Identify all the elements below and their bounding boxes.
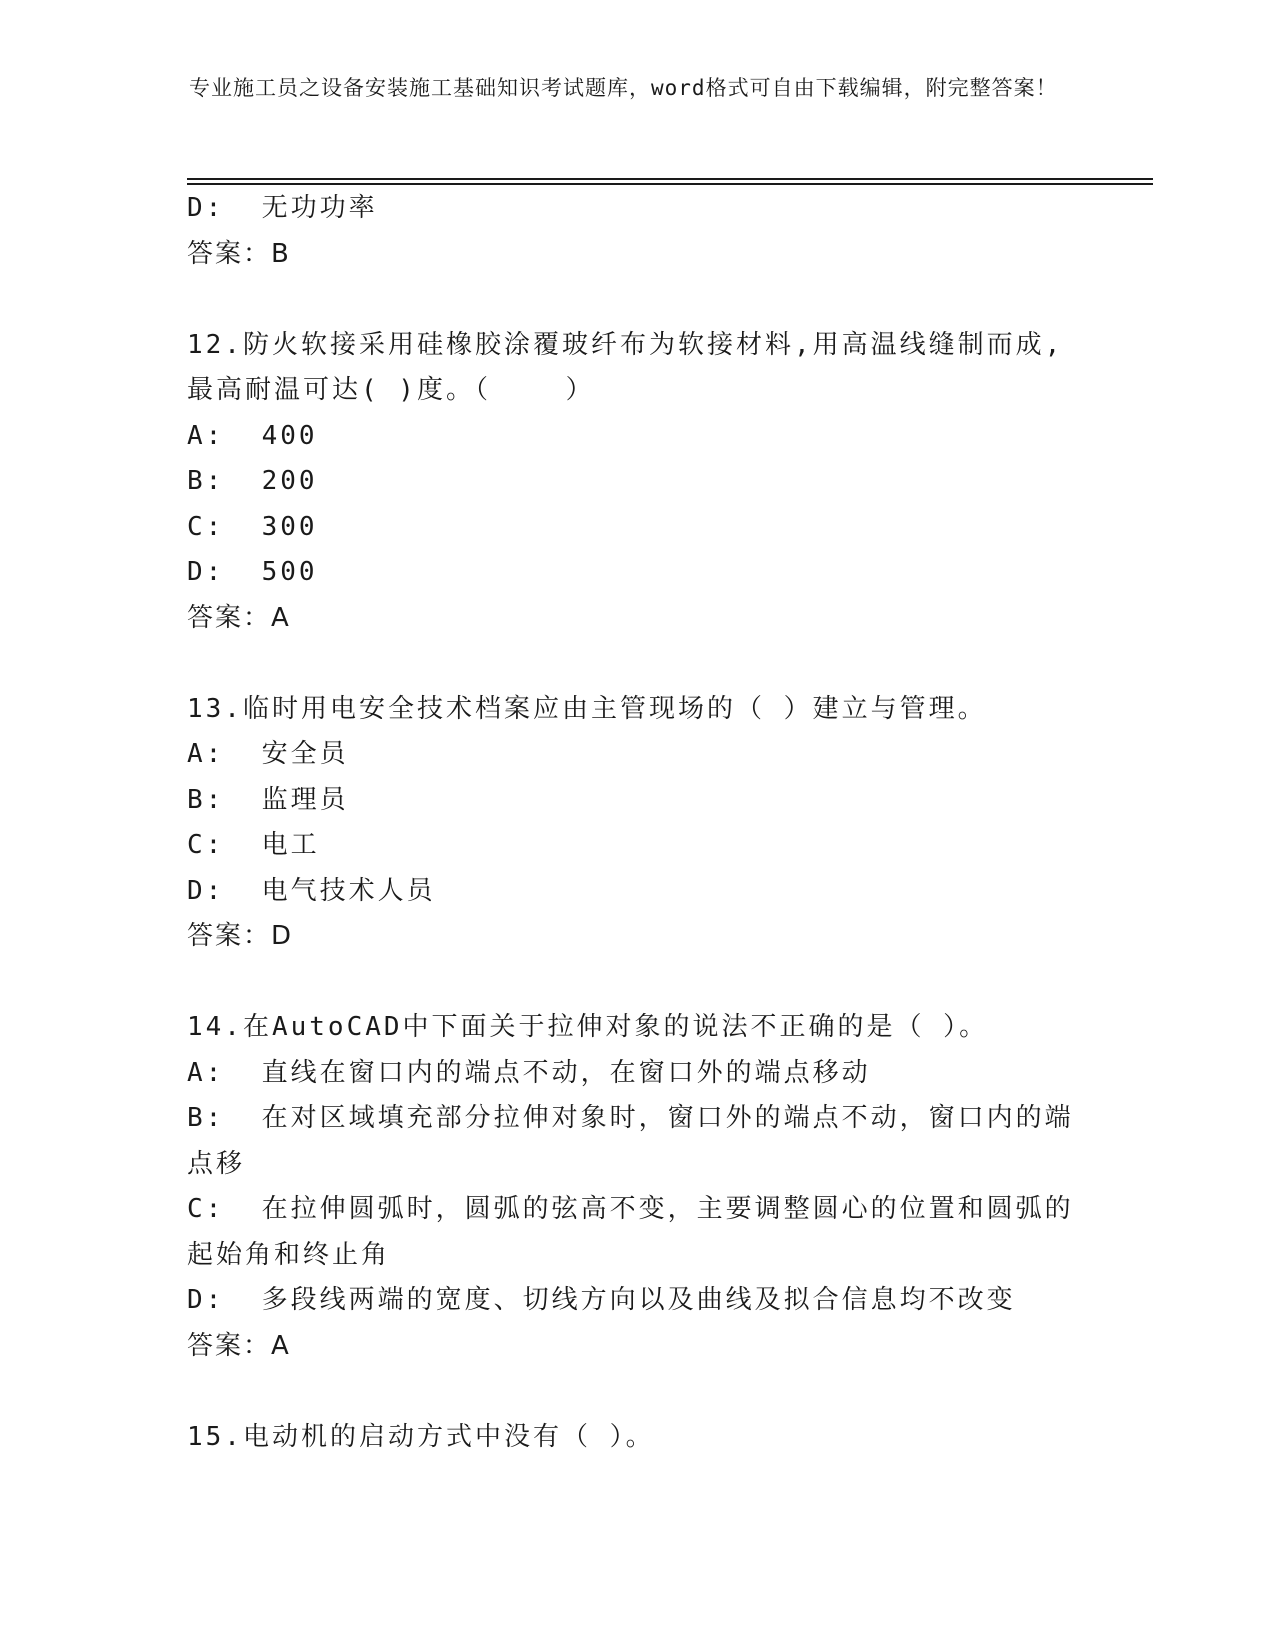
question-14-option-b: B: 在对区域填充部分拉伸对象时，窗口外的端点不动，窗口内的端点移 <box>187 1103 1074 1179</box>
question-12-option-a: A: 400 <box>187 420 318 451</box>
question-13-stem: 13.临时用电安全技术档案应由主管现场的（ ）建立与管理。 <box>187 693 987 724</box>
spacer <box>187 277 1087 323</box>
question-15-stem: 15.电动机的启动方式中没有（ ）。 <box>187 1421 655 1452</box>
question-14-option-d: D: 多段线两端的宽度、切线方向以及曲线及拟合信息均不改变 <box>187 1285 1016 1315</box>
spacer <box>187 1369 1087 1415</box>
question-13-option-a: A: 安全员 <box>187 739 349 769</box>
question-12-option-d: D: 500 <box>187 557 318 587</box>
question-13-option-b: B: 监理员 <box>187 784 349 815</box>
document-header: 专业施工员之设备安装施工基础知识考试题库，word格式可自由下载编辑，附完整答案！ <box>189 76 1058 100</box>
question-12-option-c: C: 300 <box>187 511 318 542</box>
question-14-stem: 14.在AutoCAD中下面关于拉伸对象的说法不正确的是（ ）。 <box>187 1012 989 1042</box>
question-13-option-c: C: 电工 <box>187 830 320 860</box>
question-13-answer: 答案：D <box>187 921 294 951</box>
question-14-option-c: C: 在拉伸圆弧时，圆弧的弦高不变，主要调整圆心的位置和圆弧的起始角和终止角 <box>187 1194 1074 1270</box>
question-12-stem: 12.防火软接采用硅橡胶涂覆玻纤布为软接材料,用高温线缝制而成,最高耐温可达( )度。（ ） <box>187 329 1064 405</box>
question-14-option-a: A: 直线在窗口内的端点不动，在窗口外的端点移动 <box>187 1057 871 1088</box>
option-d: D: 无功功率 <box>187 193 378 223</box>
question-12-answer: 答案：A <box>187 602 291 633</box>
question-12-option-b: B: 200 <box>187 466 318 496</box>
spacer <box>187 641 1087 687</box>
header-rule-bottom <box>187 183 1153 185</box>
header-rule-top <box>187 178 1153 180</box>
spacer <box>187 960 1087 1006</box>
question-13-option-d: D: 电气技术人员 <box>187 875 436 906</box>
document-body <box>187 186 1087 1460</box>
answer-line: 答案：B <box>187 238 291 269</box>
question-14-answer: 答案：A <box>187 1330 291 1361</box>
